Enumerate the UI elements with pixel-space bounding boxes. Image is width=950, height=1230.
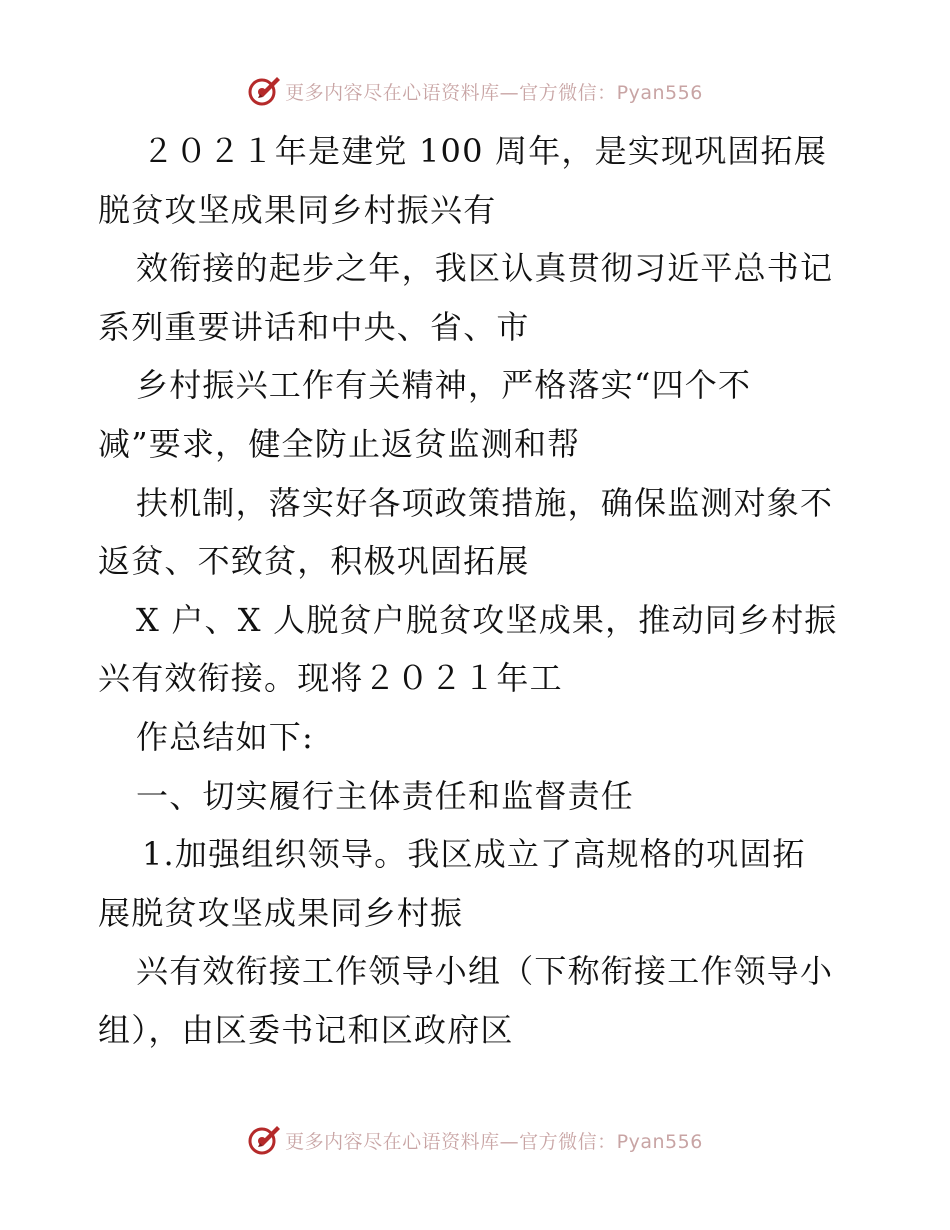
- pen-in-circle-icon: [247, 1123, 281, 1157]
- section-heading: 一、切实履行主体责任和监督责任: [136, 776, 635, 815]
- text-line: 减”要求，健全防止返贫监测和帮: [98, 424, 581, 463]
- watermark-text: 更多内容尽在心语资料库—官方微信：Pyan556: [285, 1130, 703, 1153]
- text-line: 组），由区委书记和区政府区: [98, 1010, 514, 1049]
- watermark-text: 更多内容尽在心语资料库—官方微信：Pyan556: [285, 81, 703, 104]
- text-line: 兴有效衔接工作领导小组（下称衔接工作领导小: [136, 952, 834, 991]
- text-line: 效衔接的起步之年，我区认真贯彻习近平总书记: [136, 249, 834, 288]
- pen-in-circle-icon: [247, 74, 281, 108]
- text-line: 扶机制，落实好各项政策措施，确保监测对象不: [136, 483, 834, 522]
- text-line: ２０２１年是建党 100 周年，是实现巩固拓展: [142, 132, 828, 170]
- text-line: 系列重要讲话和中央、省、市: [98, 307, 530, 346]
- text-line: 乡村振兴工作有关精神，严格落实“四个不: [136, 366, 752, 405]
- text-line: 兴有效衔接。现将２０２１年工: [98, 659, 563, 698]
- text-line: 1.加强组织领导。我区成立了高规格的巩固拓: [142, 835, 806, 874]
- text-line: 展脱贫攻坚成果同乡村振: [98, 893, 464, 932]
- text-line: 脱贫攻坚成果同乡村振兴有: [98, 190, 497, 229]
- text-line: 作总结如下:: [136, 717, 314, 756]
- text-line: X 户、X 人脱贫户脱贫攻坚成果，推动同乡村振: [136, 600, 838, 639]
- footer-watermark: [0, 1120, 950, 1160]
- text-line: 返贫、不致贫，积极巩固拓展: [98, 542, 530, 581]
- document-body: [98, 122, 858, 1060]
- header-watermark: [0, 71, 950, 111]
